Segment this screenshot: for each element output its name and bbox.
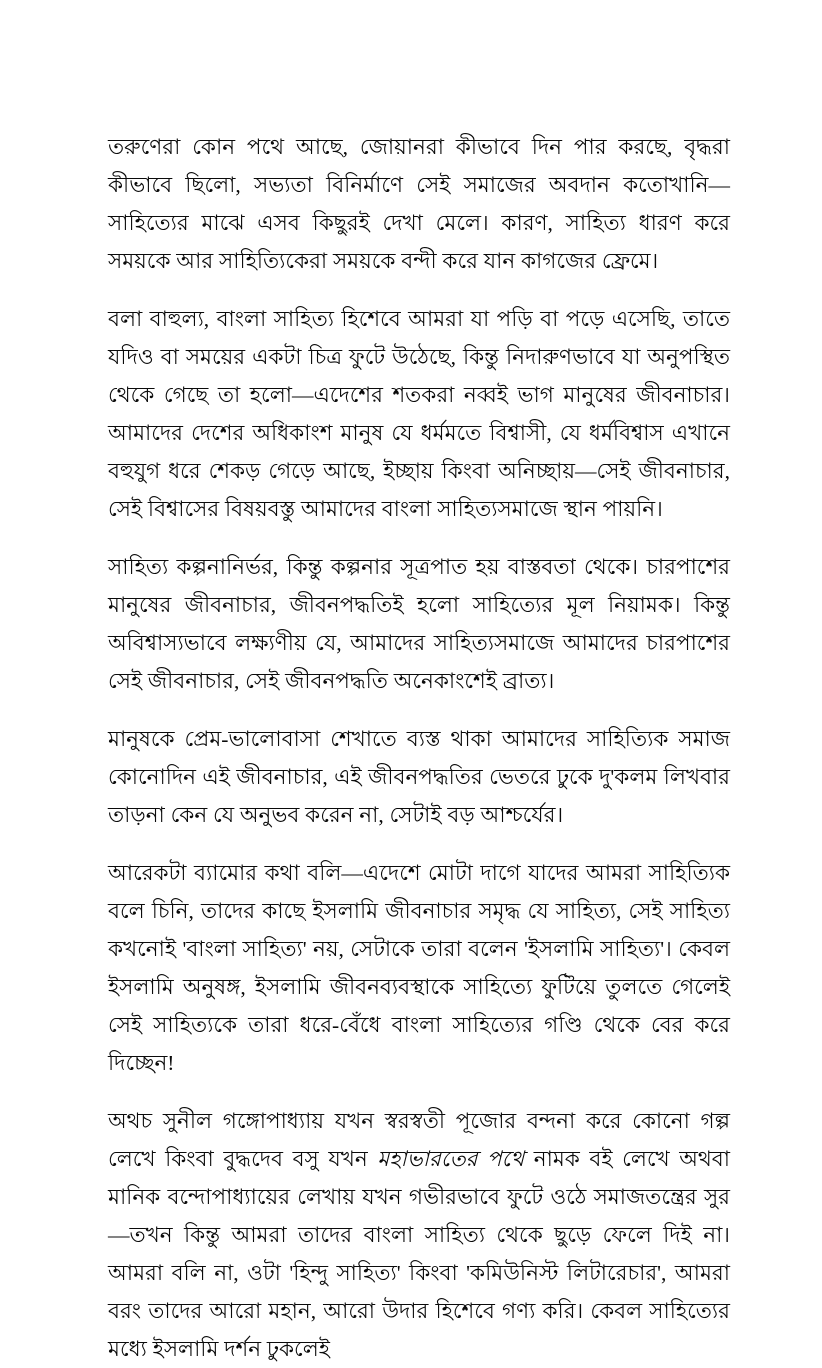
paragraph-4: মানুষকে প্রেম-ভালোবাসা শেখাতে ব্যস্ত থাকা আমাদের সাহিত্যিক সমাজ কোনোদিন এই জীবনাচার, এই জীবনপদ্ধতির ভেতরে ঢুকে দু'কলম লিখবার তাড়না কেন যে অনুভব করেন না, সেটাই বড় আশ্চর্যের।: [108, 727, 730, 827]
paragraph-2: বলা বাহুল্য, বাংলা সাহিত্য হিশেবে আমরা যা পড়ি বা পড়ে এসেছি, তাতে যদিও বা সময়ের একটা চিত্র ফুটে উঠেছে, কিন্তু নিদারুণভাবে যা অনুপস্থিত থেকে গেছে তা হলো—এদেশের শতকরা নব্বই ভাগ মানুষের জীবনাচার। আমাদের দেশের অধিকাংশ মানুষ যে ধর্মমতে বিশ্বাসী, যে ধর্মবিশ্বাস এখানে বহুযুগ ধরে শেকড় গেড়ে আছে, ইচ্ছায় কিংবা অনিচ্ছায়—সেই জীবনাচার, সেই বিশ্বাসের বিষয়বস্তু আমাদের বাংলা সাহিত্যসমাজে স্থান পায়নি।: [108, 307, 730, 521]
body-text-column: [108, 128, 730, 1368]
book-title-mahabharater-pothe: মহাভারতের পথে: [377, 1147, 525, 1171]
paragraph-3: সাহিত্য কল্পনানির্ভর, কিন্তু কল্পনার সূত্রপাত হয় বাস্তবতা থেকে। চারপাশের মানুষের জীবনাচার, জীবনপদ্ধতিই হলো সাহিত্যের মূল নিয়ামক। কিন্তু অবিশ্বাস্যভাবে লক্ষ্যণীয় যে, আমাদের সাহিত্যসমাজে আমাদের চারপাশের সেই জীবনাচার, সেই জীবনপদ্ধতি অনেকাংশেই ব্রাত্য।: [108, 555, 730, 693]
paragraph-5: আরেকটা ব্যামোর কথা বলি—এদেশে মোটা দাগে যাদের আমরা সাহিত্যিক বলে চিনি, তাদের কাছে ইসলামি জীবনাচার সমৃদ্ধ যে সাহিত্য, সেই সাহিত্য কখনোই 'বাংলা সাহিত্য' নয়, সেটাকে তারা বলেন 'ইসলামি সাহিত্য'। কেবল ইসলামি অনুষঙ্গ, ইসলামি জীবনব্যবস্থাকে সাহিত্যে ফুটিয়ে তুলতে গেলেই সেই সাহিত্যকে তারা ধরে-বেঁধে বাংলা সাহিত্যের গণ্ডি থেকে বের করে দিচ্ছেন!: [108, 861, 730, 1075]
paragraph-6: [108, 1102, 730, 1368]
paragraph-6-trailing-text: নামক বই লেখে অথবা মানিক বন্দোপাধ্যায়ের লেখায় যখন গভীরভাবে ফুটে ওঠে সমাজতন্ত্রের সুর—তখন কিন্তু আমরা তাদের বাংলা সাহিত্য থেকে ছুড়ে ফেলে দিই না। আমরা বলি না, ওটা 'হিন্দু সাহিত্য' কিংবা 'কমিউনিস্ট লিটারেচার', আমরা বরং তাদের আরো মহান, আরো উদার হিশেবে গণ্য করি। কেবল সাহিত্যের মধ্যে ইসলামি দর্শন ঢুকলেই: [108, 1147, 730, 1361]
paragraph-1: তরুণেরা কোন পথে আছে, জোয়ানরা কীভাবে দিন পার করছে, বৃদ্ধরা কীভাবে ছিলো, সভ্যতা বিনির্মাণে সেই সমাজের অবদান কতোখানি—সাহিত্যের মাঝে এসব কিছুরই দেখা মেলে। কারণ, সাহিত্য ধারণ করে সময়কে আর সাহিত্যিকেরা সময়কে বন্দী করে যান কাগজের ফ্রেমে।: [108, 135, 730, 273]
paragraph-6-lead-text: অথচ সুনীল গঙ্গোপাধ্যায় যখন স্বরস্বতী পূজোর বন্দনা করে কোনো গল্প লেখে কিংবা বুদ্ধদেব বসু যখন: [108, 1109, 730, 1171]
